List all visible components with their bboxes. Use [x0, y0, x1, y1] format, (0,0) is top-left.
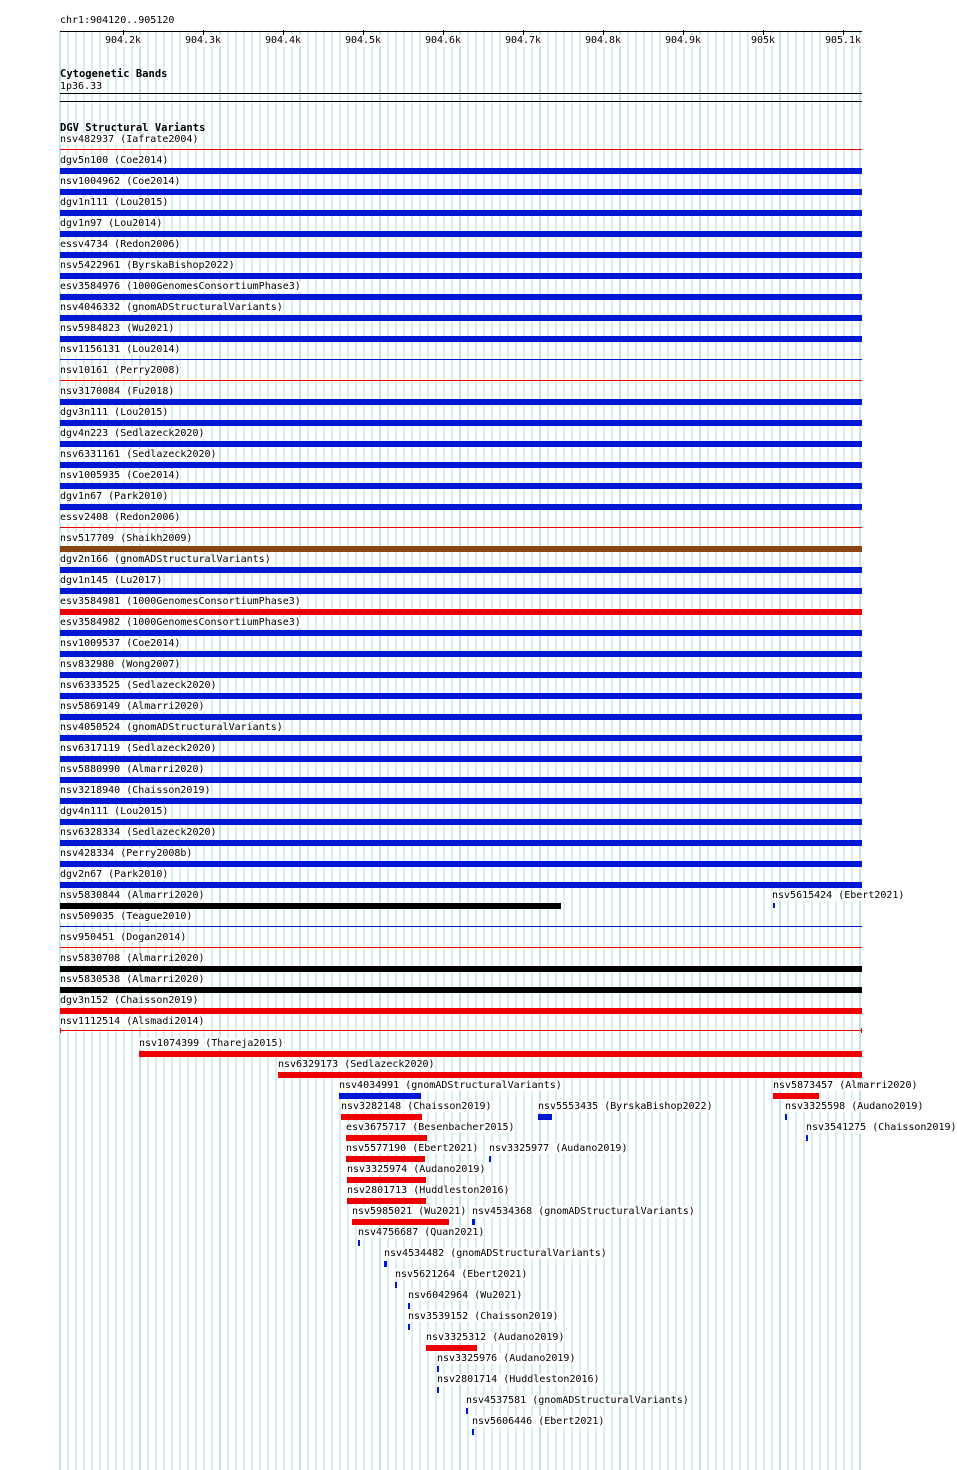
variant-label[interactable]: dgv2n67 (Park2010) [60, 869, 169, 880]
variant-bar[interactable] [347, 1198, 426, 1204]
variant-bar[interactable] [358, 1240, 360, 1246]
variant-bar[interactable] [489, 1156, 491, 1162]
ruler-tick-label: 904.4k [264, 35, 302, 46]
variant-bar[interactable] [60, 987, 862, 993]
variant-label[interactable]: nsv1074399 (Thareja2015) [139, 1038, 284, 1049]
variant-bar[interactable] [339, 1093, 421, 1099]
variant-bar[interactable] [60, 903, 561, 909]
variant-label[interactable]: nsv6042964 (Wu2021) [408, 1290, 523, 1301]
variant-label[interactable]: dgv1n97 (Lou2014) [60, 218, 163, 229]
variant-label[interactable]: nsv5880990 (Almarri2020) [60, 764, 205, 775]
variant-label[interactable]: nsv1009537 (Coe2014) [60, 638, 181, 649]
variant-bar[interactable] [60, 462, 862, 468]
variant-bar[interactable] [346, 1156, 425, 1162]
variant-label[interactable]: nsv5553435 (ByrskaBishop2022) [538, 1101, 713, 1112]
variant-label[interactable]: nsv3282148 (Chaisson2019) [341, 1101, 492, 1112]
variant-bar[interactable] [60, 714, 862, 720]
variant-label[interactable]: nsv4534368 (gnomADStructuralVariants) [472, 1206, 695, 1217]
variant-bar[interactable] [60, 651, 862, 657]
variant-bar[interactable] [60, 420, 862, 426]
variant-label[interactable]: nsv3325598 (Audano2019) [785, 1101, 924, 1112]
variant-bar[interactable] [773, 1093, 819, 1099]
variant-bar[interactable] [60, 399, 862, 405]
variant-label[interactable]: nsv1005935 (Coe2014) [60, 470, 181, 481]
variant-label[interactable]: nsv428334 (Perry2008b) [60, 848, 193, 859]
variant-label[interactable]: nsv6331161 (Sedlazeck2020) [60, 449, 217, 460]
variant-label[interactable]: nsv5615424 (Ebert2021) [772, 890, 905, 901]
variant-label[interactable]: dgv4n111 (Lou2015) [60, 806, 169, 817]
variant-bar[interactable] [60, 504, 862, 510]
variant-bar[interactable] [60, 947, 862, 948]
variant-bar[interactable] [60, 294, 862, 300]
variant-label[interactable]: nsv3218940 (Chaisson2019) [60, 785, 211, 796]
variant-bar[interactable] [60, 588, 862, 594]
variant-bar[interactable] [426, 1345, 477, 1351]
variant-label[interactable]: esv3675717 (Besenbacher2015) [346, 1122, 515, 1133]
variant-label[interactable]: nsv2801714 (Huddleston2016) [437, 1374, 600, 1385]
variant-label[interactable]: nsv517709 (Shaikh2009) [60, 533, 193, 544]
variant-bar[interactable] [341, 1114, 422, 1120]
variant-bar[interactable] [773, 903, 775, 908]
variant-label[interactable]: nsv5606446 (Ebert2021) [472, 1416, 605, 1427]
variant-label[interactable]: nsv4534482 (gnomADStructuralVariants) [384, 1248, 607, 1259]
variant-bar[interactable] [60, 359, 862, 360]
variant-label[interactable]: dgv1n111 (Lou2015) [60, 197, 169, 208]
variant-bar[interactable] [60, 840, 862, 846]
variant-label[interactable]: nsv3325977 (Audano2019) [489, 1143, 628, 1154]
variant-bar[interactable] [60, 1008, 862, 1014]
ruler-tick-label: 905k [750, 35, 776, 46]
variant-bar[interactable] [60, 819, 862, 825]
variant-bar[interactable] [472, 1219, 475, 1225]
variant-bar[interactable] [60, 168, 862, 174]
variant-label[interactable]: nsv1004962 (Coe2014) [60, 176, 181, 187]
cytoband-label: 1p36.33 [60, 81, 103, 92]
variant-label[interactable]: nsv950451 (Dogan2014) [60, 932, 187, 943]
variant-label[interactable]: nsv3325312 (Audano2019) [426, 1332, 565, 1343]
variant-bar[interactable] [60, 483, 862, 489]
variant-bar[interactable] [472, 1429, 474, 1435]
variant-bar[interactable] [352, 1219, 449, 1225]
variant-bar[interactable] [60, 798, 862, 804]
variant-label[interactable]: dgv3n152 (Chaisson2019) [60, 995, 199, 1006]
variant-label[interactable]: dgv5n100 (Coe2014) [60, 155, 169, 166]
cytoband-title: Cytogenetic Bands [60, 68, 168, 80]
variant-bar[interactable] [60, 735, 862, 741]
variant-label[interactable]: esv3584981 (1000GenomesConsortiumPhase3) [60, 596, 301, 607]
ruler-tick-label: 904.7k [504, 35, 542, 46]
ruler-tick-label: 904.8k [584, 35, 622, 46]
variant-label[interactable]: nsv4034991 (gnomADStructuralVariants) [339, 1080, 562, 1091]
variant-bar[interactable] [408, 1324, 410, 1330]
variant-label[interactable]: dgv3n111 (Lou2015) [60, 407, 169, 418]
variant-label[interactable]: dgv1n67 (Park2010) [60, 491, 169, 502]
variant-bar[interactable] [347, 1177, 426, 1183]
variant-bar[interactable] [278, 1072, 862, 1078]
ruler-tick-label: 904.3k [184, 35, 222, 46]
variant-bar[interactable] [60, 380, 862, 381]
variant-label[interactable]: nsv4756687 (Quan2021) [358, 1227, 485, 1238]
variant-bar[interactable] [60, 861, 862, 867]
variant-bar[interactable] [60, 336, 862, 342]
variant-label[interactable]: nsv5869149 (Almarri2020) [60, 701, 205, 712]
variant-label[interactable]: nsv1156131 (Lou2014) [60, 344, 181, 355]
variant-bar[interactable] [60, 252, 862, 258]
variant-bar[interactable] [60, 672, 862, 678]
variant-bar[interactable] [806, 1135, 808, 1141]
variant-bar[interactable] [60, 527, 862, 528]
variant-bar[interactable] [785, 1114, 787, 1120]
variant-bar[interactable] [60, 231, 862, 237]
variant-label[interactable]: nsv5830538 (Almarri2020) [60, 974, 205, 985]
variant-bar[interactable] [346, 1135, 427, 1141]
variant-label[interactable]: esv3584982 (1000GenomesConsortiumPhase3) [60, 617, 301, 628]
region-label: chr1:904120..905120 [60, 15, 175, 26]
section-divider [60, 101, 862, 102]
variant-label[interactable]: nsv2801713 (Huddleston2016) [347, 1185, 510, 1196]
variant-label[interactable]: dgv1n145 (Lu2017) [60, 575, 163, 586]
variant-label[interactable]: nsv5830708 (Almarri2020) [60, 953, 205, 964]
variant-label[interactable]: nsv6329173 (Sedlazeck2020) [278, 1059, 435, 1070]
variant-label[interactable]: nsv3539152 (Chaisson2019) [408, 1311, 559, 1322]
variant-label[interactable]: nsv3325974 (Audano2019) [347, 1164, 486, 1175]
variant-label[interactable]: nsv5577190 (Ebert2021) [346, 1143, 479, 1154]
variant-bar[interactable] [60, 189, 862, 195]
variant-label[interactable]: nsv509035 (Teague2010) [60, 911, 193, 922]
cytoband-line [60, 93, 862, 94]
variant-label[interactable]: nsv5621264 (Ebert2021) [395, 1269, 528, 1280]
variant-label[interactable]: nsv10161 (Perry2008) [60, 365, 181, 376]
variant-bar[interactable] [60, 966, 862, 972]
ruler-tick-label: 904.5k [344, 35, 382, 46]
variant-label[interactable]: dgv4n223 (Sedlazeck2020) [60, 428, 205, 439]
variant-label[interactable]: nsv482937 (Iafrate2004) [60, 134, 199, 145]
variant-bar[interactable] [60, 609, 862, 615]
variant-bar[interactable] [395, 1282, 397, 1288]
variant-bar[interactable] [60, 756, 862, 762]
variant-label[interactable]: nsv5422961 (ByrskaBishop2022) [60, 260, 235, 271]
variant-label[interactable]: esv3584976 (1000GenomesConsortiumPhase3) [60, 281, 301, 292]
variant-bar[interactable] [139, 1051, 862, 1057]
variant-label[interactable]: essv2408 (Redon2006) [60, 512, 181, 523]
variant-label[interactable]: nsv3541275 (Chaisson2019) [806, 1122, 957, 1133]
variant-bar[interactable] [60, 926, 862, 927]
variant-bar[interactable] [466, 1408, 468, 1414]
variant-bar[interactable] [437, 1387, 439, 1393]
variant-label[interactable]: nsv1112514 (Alsmadi2014) [60, 1016, 205, 1027]
variant-bar[interactable] [60, 149, 862, 150]
variant-bar[interactable] [437, 1366, 439, 1372]
variant-label[interactable]: nsv6328334 (Sedlazeck2020) [60, 827, 217, 838]
variant-label[interactable]: nsv4537581 (gnomADStructuralVariants) [466, 1395, 689, 1406]
variant-bar[interactable] [60, 1030, 862, 1031]
variant-label[interactable]: nsv4050524 (gnomADStructuralVariants) [60, 722, 283, 733]
variant-label[interactable]: nsv4046332 (gnomADStructuralVariants) [60, 302, 283, 313]
variant-bar[interactable] [60, 777, 862, 783]
ruler-tick-label: 904.2k [104, 35, 142, 46]
dgv-track-title: DGV Structural Variants [60, 122, 206, 134]
variant-bar[interactable] [60, 315, 862, 321]
variant-label[interactable]: dgv2n166 (gnomADStructuralVariants) [60, 554, 271, 565]
variant-bar[interactable] [538, 1114, 552, 1120]
variant-bar[interactable] [384, 1261, 387, 1267]
variant-label[interactable]: nsv832980 (Wong2007) [60, 659, 181, 670]
ruler-tick-label: 904.6k [424, 35, 462, 46]
variant-label[interactable]: essv4734 (Redon2006) [60, 239, 181, 250]
variant-bar[interactable] [60, 441, 862, 447]
variant-label[interactable]: nsv6317119 (Sedlazeck2020) [60, 743, 217, 754]
variant-label[interactable]: nsv5830844 (Almarri2020) [60, 890, 205, 901]
variant-label[interactable]: nsv5873457 (Almarri2020) [773, 1080, 918, 1091]
variant-bar[interactable] [60, 567, 862, 573]
ruler-line [60, 31, 862, 32]
variant-bar[interactable] [408, 1303, 410, 1309]
variant-bar[interactable] [60, 693, 862, 699]
variant-bar[interactable] [60, 546, 862, 552]
variant-label[interactable]: nsv6333525 (Sedlazeck2020) [60, 680, 217, 691]
ruler-tick-label: 904.9k [664, 35, 702, 46]
variant-label[interactable]: nsv3325976 (Audano2019) [437, 1353, 576, 1364]
variant-label[interactable]: nsv5984823 (Wu2021) [60, 323, 175, 334]
ruler-tick-label: 905.1k [824, 35, 862, 46]
variant-bar[interactable] [60, 210, 862, 216]
variant-label[interactable]: nsv5985021 (Wu2021) [352, 1206, 467, 1217]
variant-bar[interactable] [60, 273, 862, 279]
variant-label[interactable]: nsv3170084 (Fu2018) [60, 386, 175, 397]
variant-bar[interactable] [60, 630, 862, 636]
variant-bar[interactable] [60, 882, 862, 888]
